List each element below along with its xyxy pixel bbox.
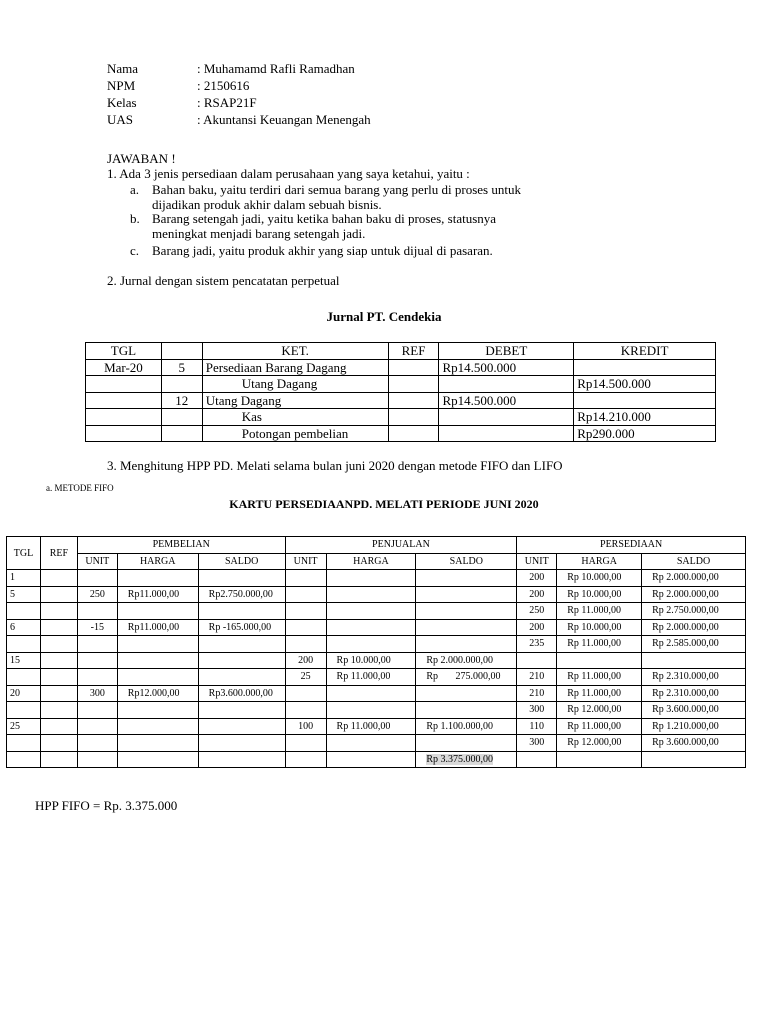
- cell-buy-price: [117, 702, 198, 719]
- cell-buy-total: [198, 669, 285, 686]
- cell-buy-price: [117, 603, 198, 620]
- journal-date: [86, 376, 162, 393]
- cell-buy-total: [198, 586, 285, 603]
- cell-stock-price: [557, 586, 642, 603]
- cell-value: Rp -165.000,00: [208, 621, 272, 633]
- journal-day: [161, 409, 202, 426]
- cell-sell-price: [326, 669, 416, 686]
- cell-sell-price: [326, 718, 416, 735]
- list-item-line: Barang jadi, yaitu produk akhir yang siap untuk dijual di pasaran.: [152, 243, 493, 258]
- cell-sell-unit: [285, 603, 326, 620]
- table-row: [86, 376, 716, 393]
- cell-value: Rp 2.000.000,00: [652, 572, 719, 584]
- cell-buy-total: [198, 619, 285, 636]
- cell-sell-unit: [285, 751, 326, 768]
- cell-stock-price: [557, 702, 642, 719]
- cell-sell-total: [416, 669, 517, 686]
- cell-ref: [40, 669, 77, 686]
- question-3: 3. Menghitung HPP PD. Melati selama bulan juni 2020 dengan metode FIFO dan LIFO: [107, 458, 563, 473]
- cell-value: Rp 3.375.000,00: [426, 753, 494, 765]
- header-penjualan: PENJUALAN: [285, 537, 517, 554]
- table-row: [7, 751, 746, 768]
- cell-buy-price: [117, 718, 198, 735]
- journal-day: 5: [161, 359, 202, 376]
- cell-value: Rp 2.000.000,00: [426, 654, 494, 666]
- cell-buy-unit: [77, 619, 117, 636]
- cell-sell-price: [326, 619, 416, 636]
- cell-value: Rp 275.000,00: [426, 671, 501, 683]
- cell-sell-total: [416, 619, 517, 636]
- cell-value: 210: [529, 671, 545, 683]
- cell-sell-price: [326, 702, 416, 719]
- cell-value: Rp2.750.000,00: [208, 588, 273, 600]
- method-label: a. METODE FIFO: [46, 483, 114, 493]
- journal-debit: [439, 409, 574, 426]
- cell-tgl: [7, 652, 41, 669]
- cell-buy-total: [198, 751, 285, 768]
- cell-value: 200: [529, 572, 545, 584]
- cell-sell-price: [326, 570, 416, 587]
- journal-header-row: [86, 343, 716, 360]
- journal-debit: [439, 376, 574, 393]
- cell-stock-unit: [517, 619, 557, 636]
- cell-value: 6: [10, 621, 15, 633]
- cell-sell-price: [326, 685, 416, 702]
- cell-value: Rp 2.000.000,00: [652, 588, 719, 600]
- cell-buy-total: [198, 718, 285, 735]
- table-row: [7, 718, 746, 735]
- cell-sell-total: [416, 718, 517, 735]
- cell-buy-unit: [77, 570, 117, 587]
- header-kredit: KREDIT: [574, 343, 716, 360]
- cell-sell-total: [416, 652, 517, 669]
- cell-value: Rp 2.310.000,00: [652, 671, 719, 683]
- cell-stock-total: [642, 570, 746, 587]
- inventory-card-title: KARTU PERSEDIAANPD. MELATI PERIODE JUNI 2020: [229, 497, 539, 511]
- cell-ref: [40, 586, 77, 603]
- cell-tgl: [7, 685, 41, 702]
- cell-buy-total: [198, 702, 285, 719]
- question-1: 1. Ada 3 jenis persediaan dalam perusahaan yang saya ketahui, yaitu :: [107, 166, 470, 181]
- cell-ref: [40, 751, 77, 768]
- cell-value: Rp 1.100.000,00: [426, 720, 494, 732]
- table-row: [86, 359, 716, 376]
- cell-value: 110: [529, 720, 545, 732]
- cell-stock-total: [642, 652, 746, 669]
- cell-value: Rp12.000,00: [127, 687, 180, 699]
- cell-buy-price: [117, 652, 198, 669]
- cell-ref: [40, 685, 77, 702]
- table-row: [7, 586, 746, 603]
- sub-header: HARGA: [117, 553, 198, 570]
- cell-value: 1: [10, 572, 15, 584]
- cell-sell-price: [326, 603, 416, 620]
- cell-stock-unit: [517, 603, 557, 620]
- cell-buy-unit: [77, 718, 117, 735]
- cell-buy-price: [117, 636, 198, 653]
- cell-value: Rp3.600.000,00: [208, 687, 273, 699]
- cell-sell-unit: [285, 735, 326, 752]
- journal-credit: Rp290.000: [574, 425, 716, 442]
- cell-tgl: [7, 603, 41, 620]
- cell-sell-total: [416, 735, 517, 752]
- cell-tgl: [7, 570, 41, 587]
- cell-buy-unit: [77, 586, 117, 603]
- cell-sell-price: [326, 636, 416, 653]
- cell-stock-price: [557, 603, 642, 620]
- cell-tgl: [7, 636, 41, 653]
- cell-value: Rp 11.000,00: [567, 605, 622, 617]
- table-row: [7, 652, 746, 669]
- cell-buy-total: [198, 652, 285, 669]
- cell-sell-unit: [285, 619, 326, 636]
- journal-date: Mar-20: [86, 359, 162, 376]
- cell-value: Rp 3.600.000,00: [652, 737, 719, 749]
- table-row: [7, 570, 746, 587]
- cell-sell-price: [326, 751, 416, 768]
- cell-value: 25: [10, 720, 20, 732]
- cell-buy-unit: [77, 685, 117, 702]
- cell-value: 200: [298, 654, 314, 666]
- journal-table: [85, 342, 716, 442]
- cell-value: Rp 2.585.000,00: [652, 638, 719, 650]
- cell-value: 5: [10, 588, 15, 600]
- table-row: [7, 685, 746, 702]
- journal-credit: Rp14.210.000: [574, 409, 716, 426]
- cell-ref: [40, 603, 77, 620]
- cell-value: Rp 11.000,00: [567, 687, 622, 699]
- cell-buy-price: [117, 619, 198, 636]
- cell-sell-total: [416, 636, 517, 653]
- journal-description: Potongan pembelian: [202, 425, 388, 442]
- cell-buy-price: [117, 751, 198, 768]
- table-row: [7, 669, 746, 686]
- journal-credit: [574, 392, 716, 409]
- sub-header: HARGA: [557, 553, 642, 570]
- cell-value: Rp 2.750.000,00: [652, 605, 719, 617]
- fifo-inventory-table: [6, 536, 746, 768]
- cell-sell-unit: [285, 718, 326, 735]
- cell-stock-unit: [517, 685, 557, 702]
- cell-stock-total: [642, 636, 746, 653]
- cell-buy-total: [198, 603, 285, 620]
- identity-value: : RSAP21F: [197, 95, 257, 110]
- cell-stock-total: [642, 735, 746, 752]
- journal-title: Jurnal PT. Cendekia: [326, 309, 442, 324]
- cell-ref: [40, 570, 77, 587]
- journal-ref: [388, 392, 439, 409]
- cell-value: Rp 11.000,00: [567, 720, 622, 732]
- list-marker: a.: [130, 182, 140, 197]
- cell-value: Rp 11.000,00: [336, 671, 391, 683]
- journal-description: Persediaan Barang Dagang: [202, 359, 388, 376]
- header-ket: KET.: [202, 343, 388, 360]
- header-day: [161, 343, 202, 360]
- cell-value: Rp 12.000,00: [567, 737, 622, 749]
- identity-label: Kelas: [107, 95, 137, 110]
- cell-ref: [40, 735, 77, 752]
- table-row: [7, 619, 746, 636]
- journal-description: Kas: [202, 409, 388, 426]
- sub-header: UNIT: [517, 553, 557, 570]
- cell-value: Rp 10.000,00: [567, 621, 622, 633]
- cell-value: 100: [298, 720, 314, 732]
- sub-header: HARGA: [326, 553, 416, 570]
- header-tgl: TGL: [7, 537, 41, 570]
- journal-ref: [388, 376, 439, 393]
- journal-ref: [388, 359, 439, 376]
- cell-buy-unit: [77, 751, 117, 768]
- cell-stock-price: [557, 751, 642, 768]
- journal-date: [86, 425, 162, 442]
- table-row: [86, 392, 716, 409]
- cell-tgl: [7, 702, 41, 719]
- cell-ref: [40, 636, 77, 653]
- cell-value: Rp 1.210.000,00: [652, 720, 719, 732]
- cell-buy-price: [117, 685, 198, 702]
- cell-stock-unit: [517, 570, 557, 587]
- cell-sell-unit: [285, 702, 326, 719]
- list-item-line: dijadikan produk akhir dalam sebuah bisnis.: [152, 197, 382, 212]
- cell-stock-unit: [517, 636, 557, 653]
- cell-stock-total: [642, 669, 746, 686]
- journal-debit: Rp14.500.000: [439, 359, 574, 376]
- table-row: [86, 425, 716, 442]
- cell-value: Rp11.000,00: [127, 621, 180, 633]
- cell-ref: [40, 702, 77, 719]
- cell-stock-unit: [517, 652, 557, 669]
- journal-description: Utang Dagang: [202, 376, 388, 393]
- cell-ref: [40, 619, 77, 636]
- cell-sell-price: [326, 652, 416, 669]
- cell-ref: [40, 718, 77, 735]
- journal-debit: [439, 425, 574, 442]
- journal-ref: [388, 425, 439, 442]
- cell-stock-total: [642, 718, 746, 735]
- cell-sell-price: [326, 586, 416, 603]
- identity-label: UAS: [107, 112, 134, 127]
- cell-tgl: [7, 669, 41, 686]
- question-2: 2. Jurnal dengan sistem pencatatan perpetual: [107, 273, 340, 288]
- cell-value: 250: [529, 605, 545, 617]
- cell-value: 20: [10, 687, 20, 699]
- table-row: [7, 735, 746, 752]
- cell-stock-unit: [517, 718, 557, 735]
- cell-stock-unit: [517, 669, 557, 686]
- cell-sell-unit: [285, 586, 326, 603]
- cell-value: Rp 2.310.000,00: [652, 687, 719, 699]
- cell-value: 15: [10, 654, 20, 666]
- journal-ref: [388, 409, 439, 426]
- cell-value: Rp 10.000,00: [336, 654, 391, 666]
- cell-stock-price: [557, 636, 642, 653]
- cell-value: Rp 10.000,00: [567, 572, 622, 584]
- list-marker: c.: [130, 243, 140, 258]
- cell-buy-unit: [77, 603, 117, 620]
- cell-tgl: [7, 751, 41, 768]
- cell-sell-total: [416, 702, 517, 719]
- cell-buy-total: [198, 570, 285, 587]
- cell-stock-total: [642, 586, 746, 603]
- cell-value: Rp 11.000,00: [567, 638, 622, 650]
- cell-stock-unit: [517, 735, 557, 752]
- cell-sell-unit: [285, 636, 326, 653]
- cell-value: 300: [89, 687, 105, 699]
- identity-value: : 2150616: [197, 78, 250, 93]
- header-tgl: TGL: [86, 343, 162, 360]
- cell-stock-price: [557, 669, 642, 686]
- list-item-line: Bahan baku, yaitu terdiri dari semua barang yang perlu di proses untuk: [152, 182, 521, 197]
- cell-value: Rp 11.000,00: [567, 671, 622, 683]
- journal-day: [161, 376, 202, 393]
- cell-value: Rp11.000,00: [127, 588, 180, 600]
- cell-value: Rp 11.000,00: [336, 720, 391, 732]
- answer-heading: JAWABAN !: [107, 151, 176, 166]
- cell-sell-unit: [285, 669, 326, 686]
- table-row: [7, 603, 746, 620]
- cell-tgl: [7, 586, 41, 603]
- cell-sell-total: [416, 685, 517, 702]
- sub-header: UNIT: [77, 553, 117, 570]
- list-marker: b.: [130, 211, 140, 226]
- cell-buy-total: [198, 685, 285, 702]
- cell-stock-total: [642, 685, 746, 702]
- identity-value: : Akuntansi Keuangan Menengah: [197, 112, 371, 127]
- cell-value: Rp 3.600.000,00: [652, 704, 719, 716]
- sub-header: SALDO: [642, 553, 746, 570]
- cell-value: 25: [300, 671, 311, 683]
- cell-buy-unit: [77, 669, 117, 686]
- cell-buy-unit: [77, 702, 117, 719]
- cell-stock-price: [557, 735, 642, 752]
- table-row: [7, 702, 746, 719]
- cell-buy-price: [117, 735, 198, 752]
- cell-buy-unit: [77, 636, 117, 653]
- cell-stock-price: [557, 685, 642, 702]
- header-debet: DEBET: [439, 343, 574, 360]
- sub-header: SALDO: [416, 553, 517, 570]
- cell-tgl: [7, 735, 41, 752]
- cell-value: Rp 2.000.000,00: [652, 621, 719, 633]
- cell-buy-unit: [77, 735, 117, 752]
- cell-sell-price: [326, 735, 416, 752]
- journal-description: Utang Dagang: [202, 392, 388, 409]
- cell-stock-unit: [517, 586, 557, 603]
- cell-sell-unit: [285, 570, 326, 587]
- cell-buy-unit: [77, 652, 117, 669]
- cell-value: 200: [529, 621, 545, 633]
- cell-stock-price: [557, 619, 642, 636]
- cell-tgl: [7, 619, 41, 636]
- table-row: [86, 409, 716, 426]
- cell-stock-total: [642, 751, 746, 768]
- table-row: [7, 636, 746, 653]
- hpp-fifo-result: HPP FIFO = Rp. 3.375.000: [35, 798, 178, 813]
- header-ref: REF: [388, 343, 439, 360]
- cell-value: Rp 10.000,00: [567, 588, 622, 600]
- header-pembelian: PEMBELIAN: [77, 537, 285, 554]
- cell-buy-total: [198, 636, 285, 653]
- cell-stock-total: [642, 619, 746, 636]
- list-item-line: meningkat menjadi barang setengah jadi.: [152, 226, 366, 241]
- identity-value: : Muhamamd Rafli Ramadhan: [197, 61, 355, 76]
- cell-sell-total: [416, 751, 517, 768]
- cell-value: 300: [529, 737, 545, 749]
- journal-credit: Rp14.500.000: [574, 376, 716, 393]
- cell-stock-price: [557, 570, 642, 587]
- sub-header: SALDO: [198, 553, 285, 570]
- journal-debit: Rp14.500.000: [439, 392, 574, 409]
- cell-value: 210: [529, 687, 545, 699]
- cell-buy-price: [117, 570, 198, 587]
- journal-date: [86, 409, 162, 426]
- identity-label: Nama: [107, 61, 139, 76]
- cell-sell-total: [416, 586, 517, 603]
- cell-value: 300: [529, 704, 545, 716]
- cell-sell-total: [416, 570, 517, 587]
- cell-value: Rp 12.000,00: [567, 704, 622, 716]
- cell-tgl: [7, 718, 41, 735]
- journal-credit: [574, 359, 716, 376]
- cell-value: -15: [90, 621, 104, 633]
- sub-header: UNIT: [285, 553, 326, 570]
- cell-stock-unit: [517, 751, 557, 768]
- cell-sell-total: [416, 603, 517, 620]
- cell-stock-unit: [517, 702, 557, 719]
- journal-date: [86, 392, 162, 409]
- cell-value: 250: [89, 588, 105, 600]
- cell-sell-unit: [285, 652, 326, 669]
- journal-day: 12: [161, 392, 202, 409]
- header-persediaan: PERSEDIAAN: [517, 537, 746, 554]
- cell-value: 235: [529, 638, 545, 650]
- cell-buy-price: [117, 586, 198, 603]
- journal-day: [161, 425, 202, 442]
- identity-label: NPM: [107, 78, 136, 93]
- cell-sell-unit: [285, 685, 326, 702]
- cell-stock-total: [642, 603, 746, 620]
- cell-stock-price: [557, 652, 642, 669]
- cell-ref: [40, 652, 77, 669]
- cell-stock-total: [642, 702, 746, 719]
- cell-stock-price: [557, 718, 642, 735]
- header-ref: REF: [40, 537, 77, 570]
- list-item-line: Barang setengah jadi, yaitu ketika bahan baku di proses, statusnya: [152, 211, 497, 226]
- cell-buy-total: [198, 735, 285, 752]
- cell-value: 200: [529, 588, 545, 600]
- cell-buy-price: [117, 669, 198, 686]
